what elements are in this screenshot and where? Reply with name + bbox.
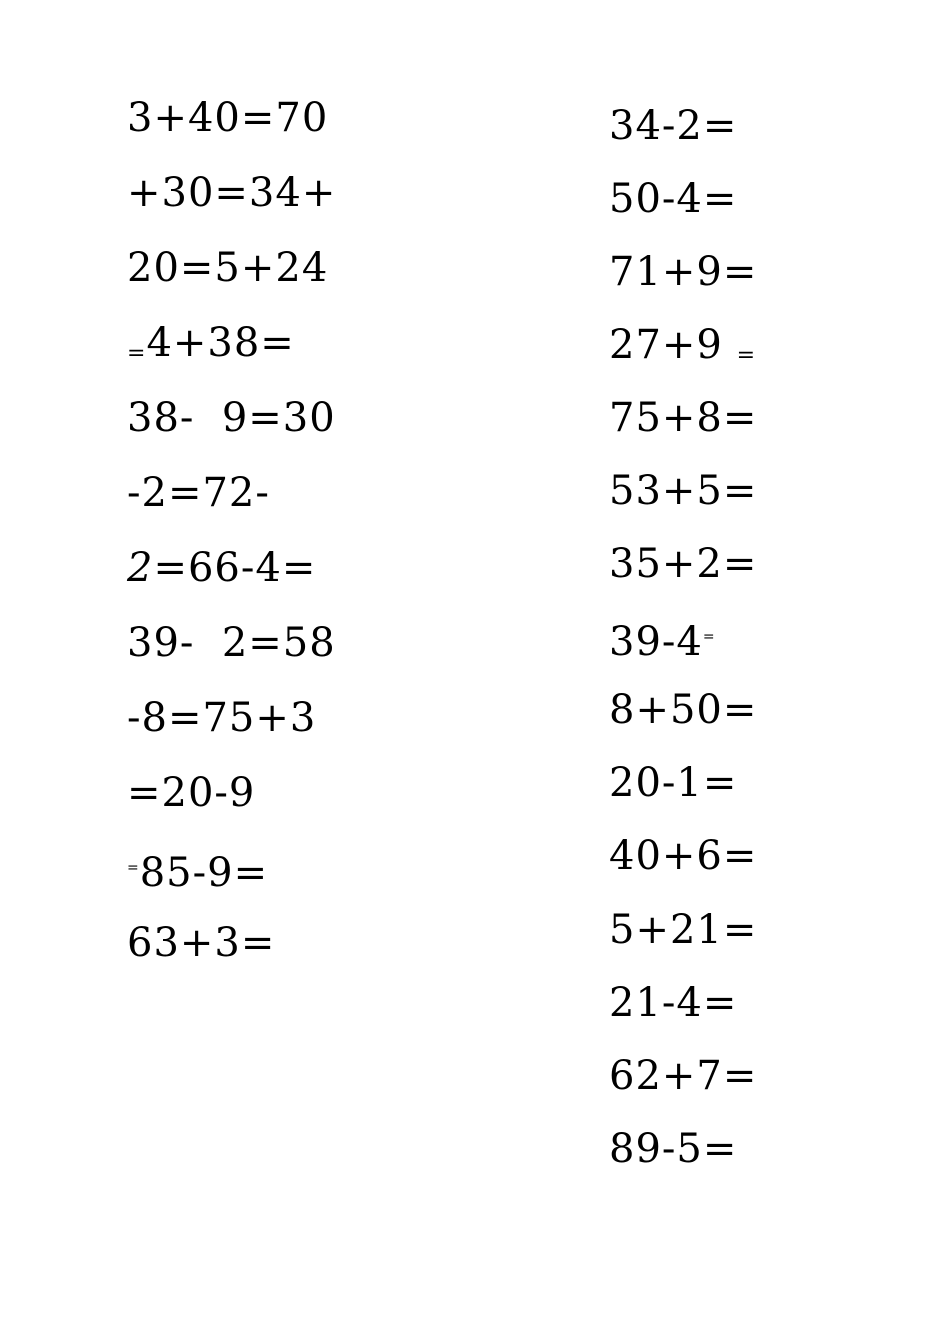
- problem-text: 8+50=: [609, 687, 758, 733]
- problem-text: =66-4=: [153, 545, 317, 591]
- problem-line: [609, 906, 757, 954]
- problem-line: [127, 694, 316, 742]
- problem-text: 71+9=: [609, 249, 758, 295]
- problem-text: 39-4: [609, 619, 703, 665]
- problem-text: 50-4=: [609, 176, 738, 222]
- problem-line: [609, 467, 757, 515]
- problem-line: [127, 394, 336, 442]
- problem-text: 40+6=: [609, 833, 758, 879]
- problem-text: 38- 9=30: [127, 395, 336, 441]
- problem-text: 62+7=: [609, 1053, 758, 1099]
- problem-line: [609, 613, 716, 666]
- problem-line: [609, 1052, 757, 1100]
- problem-text: 34-2=: [609, 103, 738, 149]
- problem-text: 53+5=: [609, 468, 758, 514]
- problem-line: [127, 619, 336, 667]
- problem-text: 39- 2=58: [127, 620, 336, 666]
- problem-text: 5+21=: [609, 907, 758, 953]
- problem-line: [609, 979, 737, 1027]
- problem-text: 27+9: [609, 322, 737, 368]
- problem-line: [127, 469, 270, 517]
- problem-text: 35+2=: [609, 541, 758, 587]
- problem-text: =20-9: [127, 770, 256, 816]
- problem-text: 3+40=70: [127, 95, 329, 141]
- problem-suffix: =: [702, 629, 716, 645]
- problem-text: 63+3=: [127, 920, 276, 966]
- problem-text: -2=72-: [127, 470, 270, 516]
- problem-text: 20-1=: [609, 760, 738, 806]
- problem-line: [609, 540, 757, 588]
- problem-line: [609, 1125, 737, 1173]
- problem-line: [609, 832, 757, 880]
- problem-prefix: =: [127, 341, 147, 366]
- problem-line: [609, 759, 737, 807]
- problem-line: [127, 244, 328, 292]
- problem-line: [127, 844, 268, 897]
- problem-text: -8=75+3: [127, 695, 317, 741]
- problem-text: 89-5=: [609, 1126, 738, 1172]
- problem-line: [127, 544, 316, 592]
- problem-text: 21-4=: [609, 980, 738, 1026]
- problem-line: [609, 394, 757, 442]
- problem-prefix: 2: [127, 545, 154, 591]
- problem-line: [609, 248, 757, 296]
- problem-suffix: =: [736, 343, 757, 368]
- problem-prefix: =: [127, 860, 140, 876]
- problem-line: [609, 321, 756, 380]
- problem-line: [609, 175, 737, 223]
- problem-line: [609, 102, 737, 150]
- problem-text: 75+8=: [609, 395, 758, 441]
- problem-text: 85-9=: [139, 850, 269, 896]
- problem-text: 4+38=: [146, 320, 295, 366]
- problem-line: [127, 169, 336, 217]
- problem-line: [609, 686, 757, 734]
- problem-line: [127, 769, 255, 817]
- problem-text: +30=34+: [127, 170, 337, 216]
- problem-text: 20=5+24: [127, 245, 329, 291]
- problem-line: [127, 919, 275, 967]
- problem-line: [127, 319, 295, 378]
- problem-line: [127, 94, 328, 142]
